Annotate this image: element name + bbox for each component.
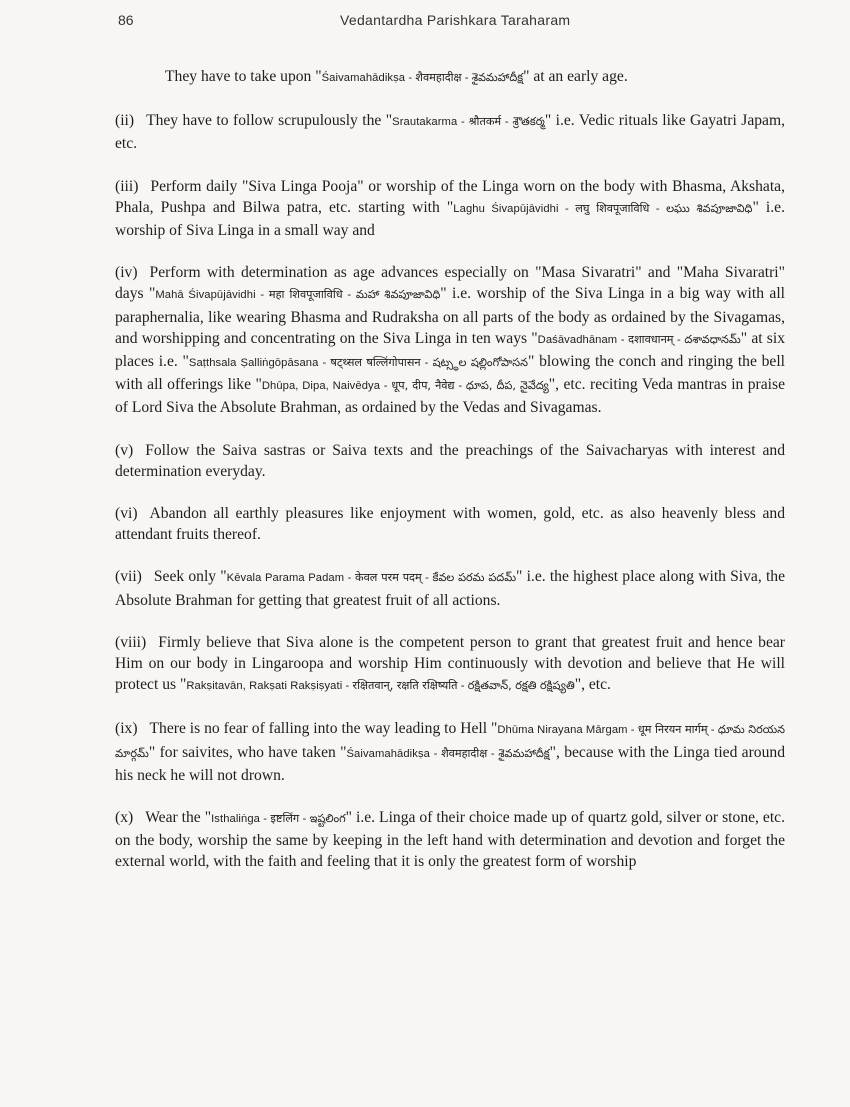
transliteration: Śaivamahādikṣa -	[321, 72, 416, 84]
transliteration: Dhūpa, Dipa, Naivēdya -	[261, 380, 392, 393]
telugu-text: కేవల పరమ పదమ్	[432, 571, 517, 585]
body-text: " i.e. worship of Siva Linga in a small way and	[115, 198, 785, 240]
paragraph-p6	[115, 566, 785, 610]
paragraph-number: (iii)	[115, 177, 139, 195]
body-text: " for saivites, who have taken "	[148, 743, 347, 761]
page-body	[115, 66, 785, 894]
body-text: Seek only "	[153, 568, 227, 586]
telugu-text: శైవమహాదీక్ష	[498, 746, 550, 760]
body-text: ", etc.	[574, 676, 611, 694]
devanagari-text: दशावधानम्	[628, 332, 674, 346]
page-header	[0, 10, 850, 34]
body-text: They have to take upon "	[165, 68, 322, 85]
body-text: Perform daily "Siva Linga Pooja" or worship of the Linga worn on the body with Bhasma, Akshata, Phala, Pushpa and Bilwa patra, etc. starting with "	[115, 177, 785, 216]
devanagari-text: लघु शिवपूजाविधि	[575, 201, 650, 215]
telugu-text: ధూమ నిరయన మార్గమ్	[115, 723, 785, 760]
telugu-text: ఇష్టలింగ	[309, 812, 346, 826]
devanagari-text: रक्षितवान्, रक्षति रक्षिष्यति	[352, 679, 458, 693]
paragraph-number: (vi)	[115, 505, 138, 523]
transliteration: -	[461, 72, 472, 84]
devanagari-text: केवल परम पदम्	[354, 571, 422, 585]
telugu-text: రక్షితవాన్, రక్షతి రక్షిష్యతి	[467, 679, 575, 693]
devanagari-text: धूप, दीप, नैवेद्य	[391, 379, 455, 393]
paragraph-p8	[115, 718, 785, 786]
transliteration: Srautakarma -	[392, 116, 469, 129]
devanagari-text: इष्टलिंग	[270, 812, 300, 826]
transliteration: -	[673, 333, 685, 346]
body-text: There is no fear of falling into the way leading to Hell "	[149, 720, 498, 738]
body-text: " blowing the conch and ringing the bell with all offerings like "	[115, 353, 786, 394]
paragraph-number: (viii)	[115, 633, 147, 651]
transliteration: Kēvala Parama Padam -	[226, 572, 355, 585]
running-title: Vedantardha Parishkara Taraharam	[340, 12, 571, 28]
paragraph-number: (ix)	[115, 720, 138, 738]
devanagari-text: शैवमहादीक्ष	[415, 71, 462, 84]
body-text: Abandon all earthly pleasures like enjoyment with women, gold, etc. as also heavenly bless and attendant fruits thereof.	[115, 505, 785, 544]
telugu-text: లఘు శివపూజావిధి	[666, 201, 753, 215]
transliteration: -	[649, 202, 667, 215]
paragraph-p7	[115, 632, 785, 698]
paragraph-number: (x)	[115, 809, 134, 827]
transliteration: Isthaliṅga -	[211, 813, 271, 826]
transliteration: -	[454, 380, 466, 393]
transliteration: Laghu Śivapūjāvidhi -	[453, 202, 576, 215]
body-text: Firmly believe that Siva alone is the competent person to grant that greatest fruit and hence bear Him on our body in Lingaroopa and worship Him continuously with devotion and believe that He will protect us "	[115, 633, 785, 694]
paragraph-number: (vii)	[115, 568, 142, 586]
transliteration: -	[421, 572, 433, 585]
telugu-text: షట్స్థల షల్లింగోపాసన	[432, 356, 528, 370]
body-text: Follow the Saiva sastras or Saiva texts and the preachings of the Saivacharyas with interest and determination everyday.	[115, 441, 785, 480]
paragraph-number: (ii)	[115, 112, 135, 130]
body-text: " at six places i.e. "	[115, 329, 785, 371]
transliteration: Śaivamahādikṣa -	[346, 747, 442, 760]
body-text: ", because with the Linga tied around his neck he will not drown.	[115, 743, 785, 784]
paragraph-p0	[115, 66, 785, 89]
devanagari-text: शैवमहादीक्ष	[441, 746, 488, 760]
body-text: ", etc. reciting Veda mantras in praise of Lord Siva the Absolute Brahman, as ordained by the Vedas and Sivagamas.	[115, 376, 785, 417]
transliteration: -	[299, 813, 310, 826]
paragraph-p5	[115, 503, 785, 545]
paragraph-p1	[115, 110, 785, 154]
transliteration: Saṭthsala Ṣalliṅgōpāsana -	[188, 357, 331, 370]
paragraph-number: (iv)	[115, 264, 138, 282]
telugu-text: శైవమహాదీక్ష	[471, 71, 524, 84]
devanagari-text: षट्थ्सल षल्लिंगोपासन	[330, 356, 421, 370]
paragraph-number: (v)	[115, 441, 134, 459]
devanagari-text: श्रौतकर्म	[468, 115, 502, 129]
paragraph-p4	[115, 440, 785, 482]
telugu-text: శ్రౌతకర్మ	[512, 115, 545, 129]
body-text: They have to follow scrupulously the "	[146, 112, 393, 130]
transliteration: Dhūma Nirayana Mārgam -	[497, 724, 638, 737]
transliteration: -	[342, 289, 356, 302]
transliteration: Mahā Śivapūjāvidhi -	[155, 289, 269, 302]
transliteration: Rakṣitavān, Rakṣati Rakṣiṣyati -	[186, 680, 353, 693]
body-text: " at an early age.	[523, 68, 628, 85]
devanagari-text: धूम निरयन मार्गम्	[637, 723, 708, 737]
transliteration: -	[487, 747, 499, 760]
transliteration: -	[457, 680, 468, 693]
page-number: 86	[118, 12, 134, 28]
body-text: " i.e. Vedic rituals like Gayatri Japam, etc.	[115, 112, 785, 153]
body-text: " i.e. worship of the Siva Linga in a big way with all paraphernalia, like wearing Bhasma and Rudraksha on all parts of the body as ordained by the Sivagamas, and worshipping and concentrating on the Siva Linga in ten ways "	[115, 285, 785, 347]
body-text: " i.e. Linga of their choice made up of quartz gold, silver or stone, etc. on the body, worship the same by keeping in the left hand with determination and devotion and forget the external world, with the faith and feeling that it is only the greatest form of worship	[115, 809, 785, 871]
devanagari-text: महा शिवपूजाविधि	[268, 288, 343, 302]
body-text: " i.e. the highest place along with Siva, the Absolute Brahman for getting that greatest fruit of all actions.	[115, 568, 785, 609]
telugu-text: మహా శివపూజావిధి	[355, 288, 441, 302]
transliteration: -	[707, 724, 718, 737]
paragraph-p2	[115, 176, 785, 242]
telugu-text: ధూప, దీప, నైవేద్య	[465, 379, 549, 393]
body-text: Perform with determination as age advances especially on "Masa Sivaratri" and "Maha Sivaratri" days "	[115, 264, 785, 303]
telugu-text: దశావధానమ్	[684, 332, 741, 346]
paragraph-p9	[115, 807, 785, 873]
transliteration: -	[420, 357, 433, 370]
transliteration: -	[501, 116, 513, 129]
body-text: Wear the "	[145, 809, 212, 827]
paragraph-p3	[115, 262, 785, 418]
transliteration: Daśāvadhānam -	[537, 333, 629, 346]
